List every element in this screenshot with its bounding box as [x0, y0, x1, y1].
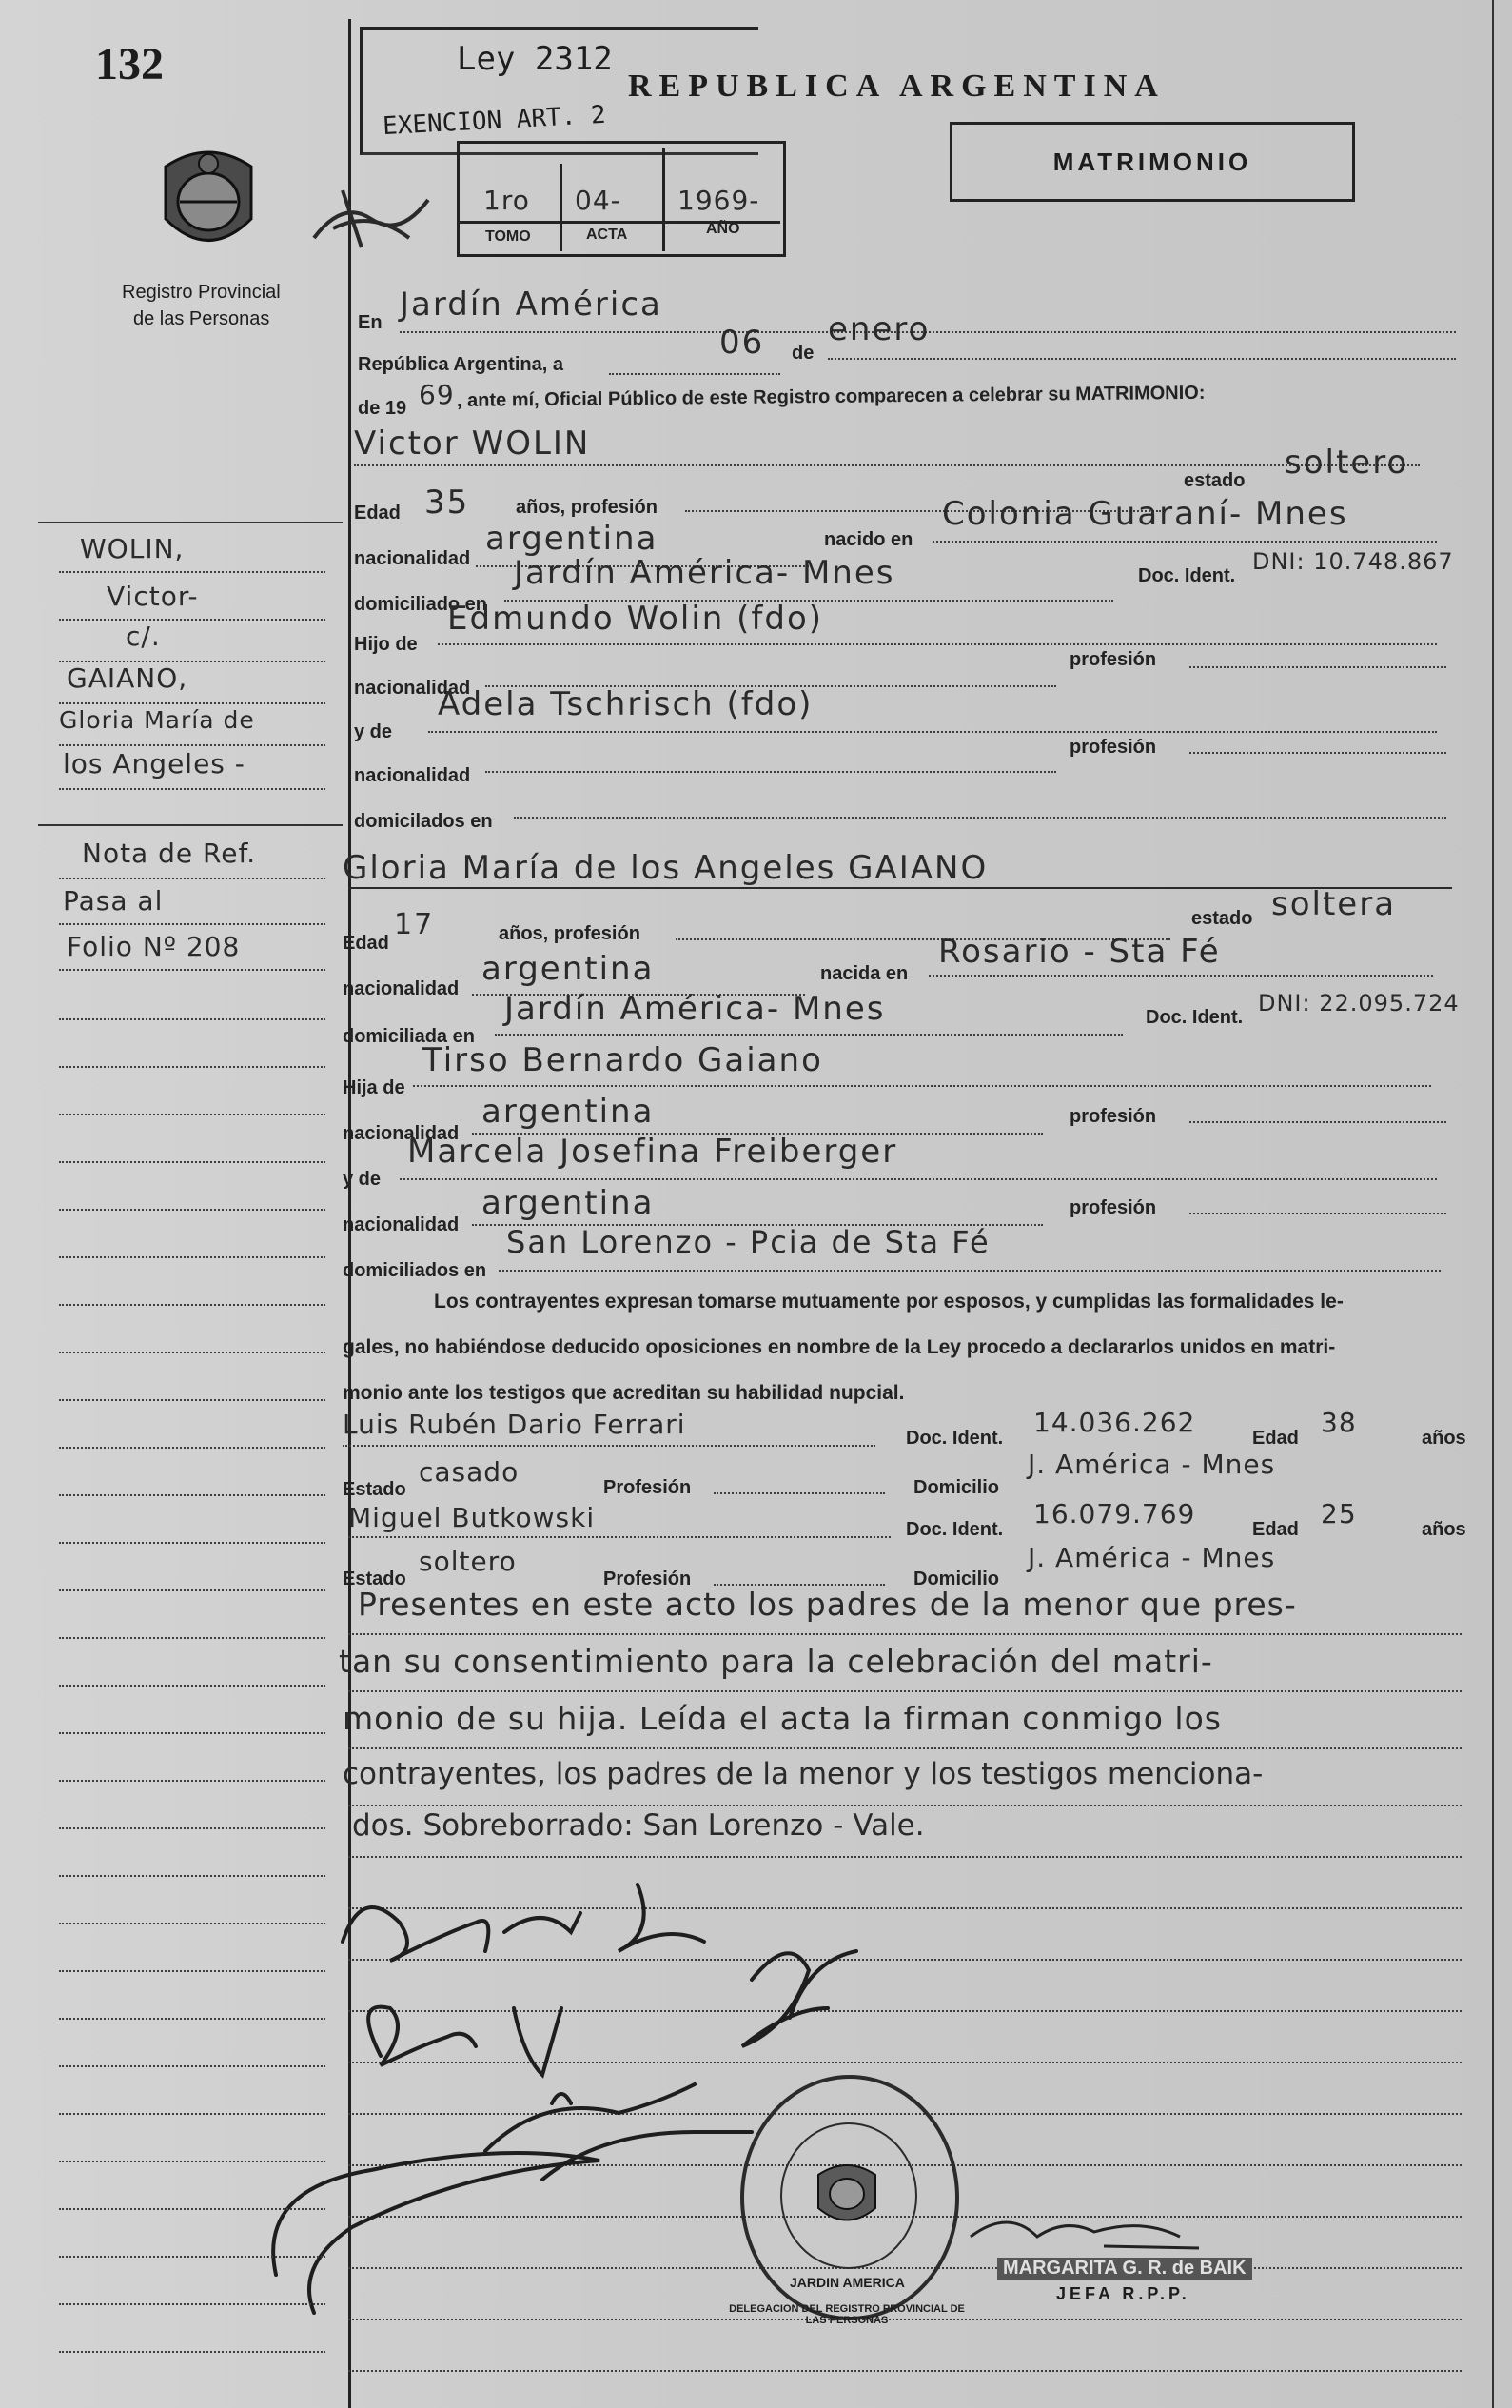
bride-mother: Marcela Josefina Freiberger: [407, 1133, 898, 1171]
declaration-line1: Los contrayentes expresan tomarse mutuamente por esposos, y cumplidas las formalidades le-: [434, 1291, 1344, 1313]
republic-title: REPUBLICA ARGENTINA: [628, 69, 1166, 104]
bride-anios-profesion-label: años, profesión: [499, 923, 640, 944]
groom-mother-rule: [428, 731, 1437, 733]
groom-prof2-label: profesión: [1070, 737, 1157, 758]
month-rule: [828, 358, 1456, 360]
year-prefix: de 19: [358, 398, 407, 419]
margin-rule: [59, 878, 325, 879]
witness2-domicilio-label: Domicilio: [913, 1569, 1000, 1589]
day-rule: [609, 373, 780, 375]
witness1-profesion-label: Profesión: [603, 1477, 692, 1498]
bride-domiciliados-rule: [499, 1270, 1441, 1272]
margin-rule: [59, 969, 325, 971]
ley-stamp-line1: Ley 2312: [457, 40, 613, 78]
note-rule-4: [348, 1805, 1462, 1806]
declaration-line3: monio ante los testigos que acreditan su habilidad nupcial.: [343, 1382, 905, 1404]
margin-rule: [59, 1304, 325, 1306]
bride-nac-value: argentina: [481, 1093, 655, 1131]
scribble-mark: [304, 181, 438, 257]
groom-estado-label: estado: [1184, 470, 1246, 491]
groom-prof-label: profesión: [1070, 649, 1157, 670]
bride-prof-label: profesión: [1070, 1106, 1157, 1127]
matrimonio-title: MATRIMONIO: [1052, 147, 1252, 176]
groom-yde-label: y de: [354, 721, 393, 742]
bride-nacionalidad-label: nacionalidad: [343, 978, 460, 999]
witness1-domicilio: J. América - Mnes: [1028, 1449, 1276, 1480]
groom-father-prof-rule: [1189, 666, 1446, 668]
groom-edad: 35: [424, 484, 470, 522]
margin-rule: [59, 2208, 325, 2210]
groom-domiciliados-label: domicilados en: [354, 811, 493, 832]
margin-rule: [59, 788, 325, 790]
note-line-4: contrayentes, los padres de la menor y los testigos menciona-: [343, 1757, 1264, 1791]
witness1-edad-label: Edad: [1252, 1428, 1299, 1449]
groom-estado: soltero: [1285, 444, 1409, 482]
witness1-domicilio-label: Domicilio: [913, 1477, 1000, 1498]
groom-domiciliados-rule: [514, 817, 1446, 819]
registry-line1: Registro Provincial: [122, 282, 281, 303]
seal-text: DELEGACION DEL REGISTRO PROVINCIAL DE LAS PERSONAS: [729, 2303, 965, 2326]
record-table-divider: [560, 164, 562, 251]
declaration-line2: gales, no habiéndose deducido oposiciones en nombre de la Ley procedo a declararlos unidos en matri-: [343, 1336, 1336, 1358]
bride-doc: DNI: 22.095.724: [1258, 990, 1460, 1016]
bride-doc-label: Doc. Ident.: [1146, 1007, 1244, 1028]
day-field: 06: [719, 324, 765, 362]
groom-name-rule: [354, 464, 1420, 466]
bride-estado-label: estado: [1191, 908, 1253, 929]
margin-rule: [59, 2161, 325, 2162]
groom-domiciliado-label: domiciliado en: [354, 594, 488, 615]
witness1-name: Luis Rubén Dario Ferrari: [343, 1409, 686, 1440]
margin-rule: [59, 1589, 325, 1591]
bride-nac2-value: argentina: [481, 1184, 655, 1222]
bride-nac2-label: nacionalidad: [343, 1214, 460, 1235]
anio-value: 1969-: [677, 185, 760, 216]
matrimonio-box: [950, 122, 1355, 202]
margin-rule: [59, 923, 325, 925]
acta-label: ACTA: [586, 227, 628, 243]
seal-place: JARDIN AMERICA: [790, 2275, 905, 2290]
witness2-profesion-label: Profesión: [603, 1569, 692, 1589]
bride-edad-label: Edad: [343, 933, 389, 954]
bride-yde-label: y de: [343, 1169, 382, 1190]
groom-nac2-label: nacionalidad: [354, 765, 471, 786]
groom-nacido-label: nacido en: [824, 529, 913, 550]
margin-rule: [59, 1114, 325, 1115]
note-line-2: tan su consentimiento para la celebración del matri-: [339, 1643, 1213, 1680]
groom-nacido: Colonia Guaraní- Mnes: [942, 495, 1348, 533]
margin-rule: [59, 1352, 325, 1353]
acta-value: 04-: [575, 185, 621, 216]
witness1-prof-rule: [714, 1492, 885, 1494]
groom-mother: Adela Tschrisch (fdo): [438, 685, 814, 723]
witness2-name: Miguel Butkowski: [348, 1502, 596, 1533]
margin-top-rule: [38, 522, 343, 523]
groom-doc: DNI: 10.748.867: [1252, 548, 1454, 575]
republica-label: República Argentina, a: [358, 354, 563, 375]
margin-rule: [59, 2351, 325, 2353]
margin-name-5: Gloria María de: [59, 706, 255, 734]
margin-rule: [59, 702, 325, 704]
margin-rule: [59, 2113, 325, 2115]
margin-name-4: GAIANO,: [67, 662, 188, 694]
witness1-estado: casado: [419, 1456, 520, 1488]
margin-ref-3: Folio Nº 208: [67, 931, 241, 962]
margin-rule: [59, 744, 325, 746]
groom-nacionalidad: argentina: [485, 520, 658, 558]
note-line-1: Presentes en este acto los padres de la menor que pres-: [358, 1586, 1297, 1623]
groom-nac-label: nacionalidad: [354, 678, 471, 699]
margin-rule: [59, 1732, 325, 1734]
bride-edad: 17: [394, 908, 435, 941]
year-suffix: 69: [419, 379, 455, 410]
witness1-estado-label: Estado: [343, 1479, 406, 1500]
margin-rule: [59, 1637, 325, 1639]
margin-rule: [59, 1923, 325, 1924]
note-line-5: dos. Sobreborrado: San Lorenzo - Vale.: [352, 1808, 925, 1843]
note-rule-5: [348, 1856, 1462, 1858]
witness1-anios-label: años: [1422, 1428, 1466, 1449]
margin-rule: [59, 2256, 325, 2258]
witness1-edad: 38: [1321, 1407, 1357, 1438]
margin-name-6: los Angeles -: [63, 748, 245, 780]
margin-rule: [59, 1209, 325, 1211]
note-rule-2: [348, 1690, 1462, 1692]
groom-father: Edmundo Wolin (fdo): [447, 600, 824, 638]
month-field: enero: [828, 310, 931, 348]
witness2-edad: 25: [1321, 1498, 1357, 1530]
groom-nacido-rule: [933, 541, 1437, 543]
note-rule-1: [348, 1633, 1462, 1635]
bride-mother-rule: [400, 1178, 1437, 1180]
bride-estado: soltera: [1271, 885, 1397, 923]
bride-domiciliada: Jardín América- Mnes: [504, 990, 886, 1028]
bride-mother-prof-rule: [1189, 1213, 1446, 1214]
bride-nacida-label: nacida en: [820, 963, 909, 984]
margin-rule: [59, 1161, 325, 1163]
registry-line2: de las Personas: [133, 308, 270, 329]
record-table-divider: [662, 148, 665, 251]
groom-edad-label: Edad: [354, 503, 401, 523]
witness2-doc: 16.079.769: [1033, 1498, 1196, 1530]
margin-rule: [59, 1970, 325, 1972]
groom-doc-label: Doc. Ident.: [1138, 565, 1236, 586]
groom-hijo-label: Hijo de: [354, 634, 418, 655]
bride-nacida-rule: [929, 975, 1433, 977]
bride-father: Tirso Bernardo Gaiano: [422, 1041, 823, 1079]
bride-name: Gloria María de los Angeles GAIANO: [343, 849, 989, 887]
margin-rule: [59, 1494, 325, 1496]
margin-rule: [59, 1875, 325, 1877]
margin-rule: [59, 1780, 325, 1782]
groom-domiciliado: Jardín América- Mnes: [514, 554, 895, 592]
official-stamp-name: MARGARITA G. R. de BAIK: [997, 2258, 1252, 2280]
witness2-edad-label: Edad: [1252, 1519, 1299, 1540]
margin-rule: [59, 1827, 325, 1829]
witness1-name-rule: [343, 1445, 875, 1447]
place-field: Jardín América: [400, 286, 662, 324]
page-number: 132: [95, 39, 164, 89]
groom-nacionalidad-label: nacionalidad: [354, 548, 471, 569]
witness2-estado-label: Estado: [343, 1569, 406, 1589]
margin-rule: [59, 2303, 325, 2305]
witness1-doc: 14.036.262: [1033, 1407, 1196, 1438]
margin-rule: [59, 2065, 325, 2067]
bride-hija-label: Hija de: [343, 1077, 405, 1098]
margin-ref-2: Pasa al: [63, 885, 164, 917]
statement-text: , ante mí, Oficial Público de este Registro comparecen a celebrar su MATRIMONIO:: [456, 382, 1206, 411]
margin-rule: [59, 1542, 325, 1544]
anio-label: AÑO: [706, 221, 740, 237]
margin-ref-1: Nota de Ref.: [82, 838, 257, 869]
margin-rule: [59, 2018, 325, 2020]
note-rule-3: [348, 1747, 1462, 1749]
de-label: de: [792, 343, 815, 364]
margin-name-2: Victor-: [107, 581, 199, 612]
note-line-3: monio de su hija. Leída el acta la firman conmigo los: [343, 1700, 1222, 1737]
bride-father-rule: [413, 1085, 1431, 1087]
groom-mother-prof-rule: [1189, 752, 1446, 754]
margin-name-1: WOLIN,: [80, 533, 185, 564]
coat-of-arms-emblem: [156, 143, 261, 262]
bride-nacionalidad: argentina: [481, 950, 655, 988]
official-signature: [952, 2199, 1218, 2265]
margin-rule: [59, 571, 325, 573]
groom-name: Victor WOLIN: [354, 424, 591, 463]
witness1-doc-label: Doc. Ident.: [906, 1428, 1004, 1449]
right-border: [1492, 0, 1494, 2408]
witness2-name-rule: [348, 1536, 891, 1538]
bride-domiciliada-label: domiciliada en: [343, 1026, 475, 1047]
margin-rule: [59, 1018, 325, 1020]
margin-rule: [59, 1447, 325, 1449]
margin-rule: [59, 1066, 325, 1068]
bride-nacida: Rosario - Sta Fé: [938, 933, 1221, 971]
margin-rule: [59, 619, 325, 621]
bride-father-prof-rule: [1189, 1121, 1446, 1123]
seal-emblem: [809, 2156, 885, 2232]
bride-domiciliados: San Lorenzo - Pcia de Sta Fé: [506, 1224, 991, 1260]
margin-rule: [59, 1256, 325, 1258]
en-label: En: [358, 312, 383, 333]
witness2-domicilio: J. América - Mnes: [1028, 1542, 1276, 1573]
witness2-estado: soltero: [419, 1546, 517, 1577]
witness2-anios-label: años: [1422, 1519, 1466, 1540]
ley-stamp-line2: EXENCION ART. 2: [382, 100, 607, 142]
margin-name-3: c/.: [126, 621, 161, 652]
bride-nac-label: nacionalidad: [343, 1123, 460, 1144]
official-stamp-title: JEFA R.P.P.: [1056, 2284, 1190, 2303]
bride-prof2-label: profesión: [1070, 1197, 1157, 1218]
groom-anios-profesion-label: años, profesión: [516, 497, 658, 518]
groom-father-rule: [438, 643, 1437, 645]
groom-mother-nac-rule: [485, 771, 1056, 773]
margin-mid-rule: [38, 824, 343, 826]
tomo-value: 1ro: [483, 185, 530, 216]
margin-rule: [59, 1685, 325, 1687]
margin-rule: [59, 1399, 325, 1401]
bride-domiciliados-label: domiciliados en: [343, 1260, 487, 1281]
witness2-doc-label: Doc. Ident.: [906, 1519, 1004, 1540]
tomo-label: TOMO: [485, 228, 531, 245]
bride-dom-rule: [495, 1034, 1123, 1036]
